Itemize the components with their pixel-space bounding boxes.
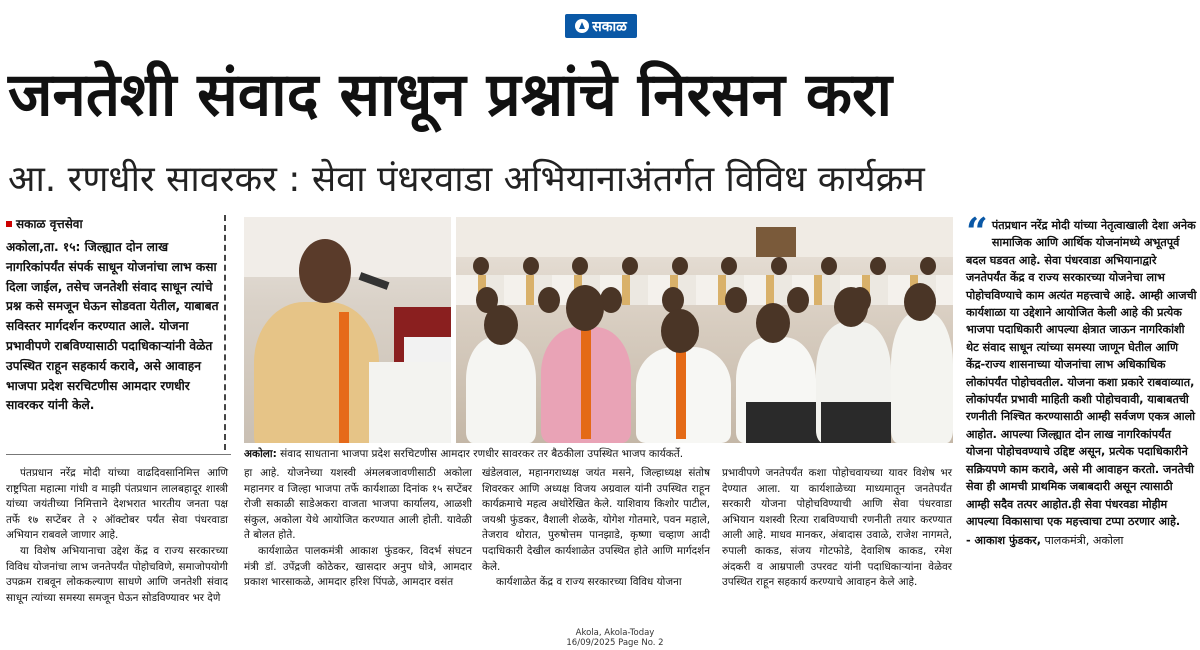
body-column-3: [482, 466, 710, 591]
body-column-4: [722, 466, 952, 591]
masthead-brand: सकाळ: [592, 18, 627, 35]
body-paragraph: कार्यशाळेत केंद्र व राज्य सरकारच्या विविध योजना: [496, 576, 682, 589]
photo-speaker: [244, 217, 451, 443]
quote-box: [966, 209, 1198, 550]
headline: जनतेशी संवाद साधून प्रश्नांचे निरसन करा: [8, 60, 893, 130]
body-paragraph: हा आहे. योजनेच्या यशस्वी अंमलबजावणीसाठी अकोला महानगर व जिल्हा भाजपा तर्फे कार्यशाळा दिनांक १५ सप्टेंबर रोजी सकाळी साडेअकरा वाजता भाजपा कार्यालय, आळशी संकुल, अकोला येथे आयोजित करण्यात आली होती. यावेळी ते बोलत होते.: [244, 467, 472, 542]
lead-paragraph: अकोला,ता. १५: जिल्ह्यात दोन लाख नागरिकांपर्यंत संपर्क साधून योजनांचा लाभ कसा दिला जाईल, तसेच जनतेशी संवाद साधून त्यांचे प्रश्न कसे समजून घेऊन सोडवता येतील, याबाबत सविस्तर मार्गदर्शन करण्यात आले. योजना प्रभावीपणे राबविण्यासाठी पदाधिकाऱ्यांनी वेळेत उपस्थित राहून सहकार्य करावे, असे आवाहन भाजपा प्रदेश सरचिटणीस आमदार रणधीर सावरकर यांनी केले.: [6, 240, 219, 413]
quote-attribution: [966, 532, 1198, 549]
caption-place: अकोला:: [244, 448, 277, 460]
masthead-logo: [565, 14, 637, 38]
quote-attribution-name: - आकाश फुंडकर,: [966, 534, 1041, 548]
body-paragraph: कार्यशाळेत पालकमंत्री आकाश फुंडकर, विदर्भ संघटन मंत्री डॉ. उपेंद्रजी कोठेकर, खासदार अनुप धोत्रे, आमदार प्रकाश भारसाकळे, आमदार हरिश पिंपळे, आमदार वसंत: [244, 544, 472, 589]
dateline-edition: Akola, Akola-Today: [575, 628, 655, 638]
body-paragraph: खंडेलवाल, महानगराध्यक्ष जयंत मसने, जिल्हाध्यक्ष संतोष शिवरकर आणि अध्यक्ष विजय अग्रवाल यांनी उपस्थित राहून कार्यक्रमाचे महत्व अधोरेखित केले. याशिवाय किशोर पाटील, जयश्री फुंडकर, वैशाली शेळके, योगेश गोतमारे, पवन महाले, तेजराव थोरात, पुरुषोत्तम पानझाडे, कृष्णा चव्हाण आदी पदाधिकारी देखील कार्यशाळेत उपस्थित होते आणि मार्गदर्शन केले.: [482, 467, 710, 573]
byline-marker: [6, 221, 12, 227]
caption-text: संवाद साधताना भाजपा प्रदेश सरचिटणीस आमदार रणधीर सावरकर तर बैठकीला उपस्थित भाजप कार्यकर्ते.: [276, 448, 684, 460]
body-paragraph: पंतप्रधान नरेंद्र मोदी यांच्या वाढदिवसानिमित्त आणि राष्ट्रपिता महात्मा गांधी व माझी पंतप्रधान लालबहादूर शास्त्री यांच्या जयंतीच्या निमित्ताने देशभरात भारतीय जनता पक्ष तर्फे १७ सप्टेंबर ते २ ऑक्टोबर पर्यंत सेवा पंधरवाडा अभियान राबवले जाणार आहे.: [6, 467, 228, 542]
photo-audience: [456, 217, 953, 443]
body-column-2: [244, 466, 472, 591]
body-paragraph: प्रभावीपणे जनतेपर्यंत कशा पोहोचवायच्या यावर विशेष भर देण्यात आला. या कार्यशाळेच्या माध्यमातून जनतेपर्यंत सरकारी योजना पोहोचविण्याची आणि सेवा पंधरवाडा अभियान यशस्वी रित्या राबविण्याची रणनीती तयार करण्यात आली आहे. माधव मानकर, अंबादास उवाळे, राजेश नागमते, रुपाली काकड, संजय गोटफोडे, देवाशिष काकड, रमेश अंदकरी व आम्रपाली उपरवट यांनी पदाधिकाऱ्यांना वेळेवर उपस्थित राहून सहकार्य करण्याचे आवाहन केले आहे.: [722, 467, 952, 589]
body-column-1: [6, 466, 228, 606]
quote-mark-icon: “: [966, 209, 988, 254]
byline-text: सकाळ वृत्तसेवा: [16, 217, 83, 231]
column-divider: [224, 215, 226, 450]
sakal-logo-icon: [575, 19, 589, 33]
dateline: [530, 628, 700, 648]
photo-caption: [244, 447, 953, 461]
lead-rule: [6, 454, 231, 455]
quote-text: पंतप्रधान नरेंद्र मोदी यांच्या नेतृत्वाखाली देशा अनेक सामाजिक आणि आर्थिक योजनांमध्ये अभूतपूर्व बदल घडवत आहे. सेवा पंधरवाडा अभियानाद्वारे जनतेपर्यंत केंद्र व राज्य सरकारच्या योजनेचा लाभ पोहोचविण्याचे काम अत्यंत महत्त्वाचे आहे. आम्ही आजची कार्यशाळा या उद्देशाने आयोजित केली आहे की प्रत्येक भाजपा पदाधिकारी आपल्या क्षेत्रात जाऊन नागरिकांशी थेट संवाद साधून त्यांच्या समस्या जाणून घेतील आणि केंद्र-राज्य शासनाच्या योजनांचा लाभ अधिकाधिक लोकांपर्यंत पोहोचवतील. योजना कशा प्रकारे राबवाव्यात, लोकांपर्यंत प्रभावी माहिती कशी पोहोचवावी, याबाबतची रणनीती निश्चित करण्यासाठी आम्ही सर्वजण एकत्र आलो आहोत. आपल्या जिल्ह्यात दोन लाख नागरिकांपर्यंत योजना पोहोचवण्याचे उद्दिष्ट असून, प्रत्येक पदाधिकारीने सक्रियपणे काम करावे, असे मी आवाहन करतो. जनतेची सेवा ही आमची प्राथमिक जबाबदारी असून त्यासाठी आम्ही सदैव तत्पर आहोत.ही सेवा पंधरवडा मोहीम आपल्या विकासाचा एक महत्त्वाचा टप्पा ठरणार आहे.: [966, 219, 1197, 528]
quote-attribution-role: पालकमंत्री, अकोला: [1041, 534, 1124, 548]
subhead: आ. रणधीर सावरकर : सेवा पंधरवाडा अभियानाअंतर्गत विविध कार्यक्रम: [8, 159, 925, 200]
dateline-date-page: 16/09/2025 Page No. 2: [566, 638, 664, 648]
byline: [6, 215, 83, 232]
body-paragraph: या विशेष अभियानाचा उद्देश केंद्र व राज्य सरकारच्या विविध योजनांचा लाभ जनतेपर्यंत पोहोचविणे, समाजोपयोगी उपक्रम राबवून लोककल्याण साधणे आणि जनतेशी संवाद साधून त्यांच्या समस्या समजून घेऊन सोडविण्यावर भर देणे: [6, 544, 228, 604]
